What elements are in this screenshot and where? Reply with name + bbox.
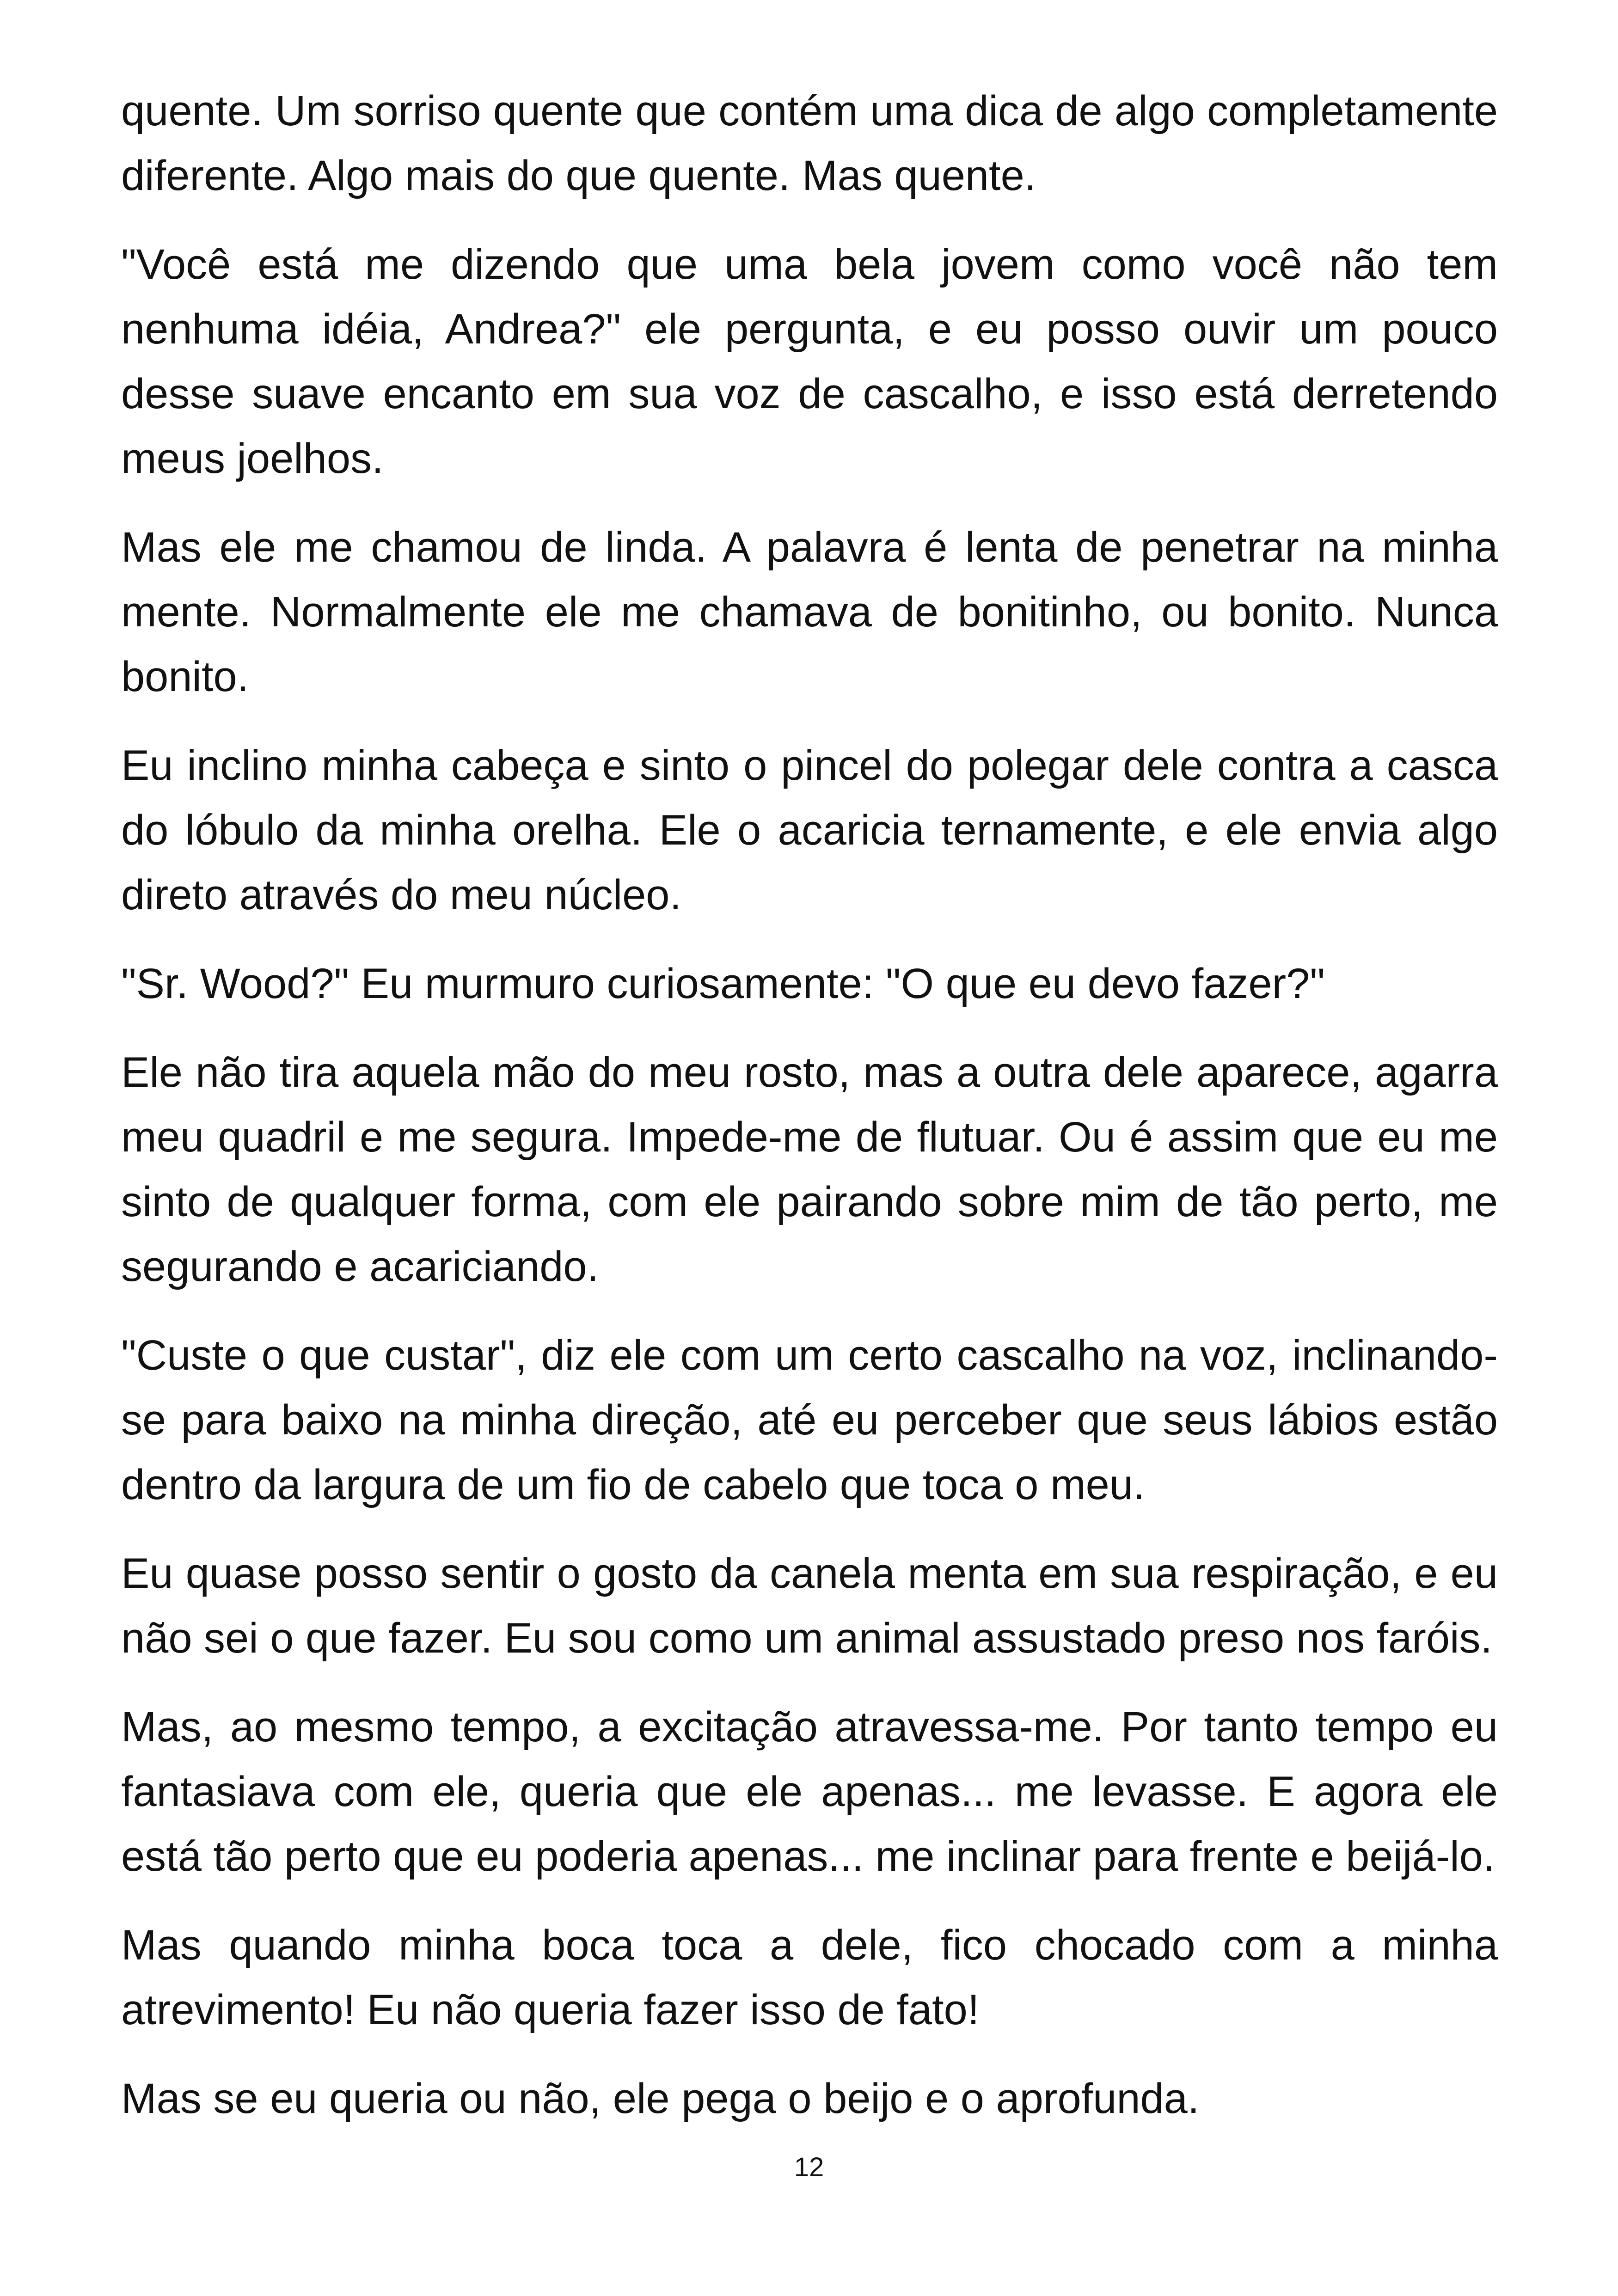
paragraph: Eu quase posso sentir o gosto da canela menta em sua respiração, e eu não sei o que fazer. Eu sou como um animal assustado preso nos faróis.: [121, 1550, 1498, 1662]
paragraph: "Custe o que custar", diz ele com um certo cascalho na voz, inclinando-se para baixo na minha direção, até eu perceber que seus lábios estão dentro da largura de um fio de cabelo que toca o meu.: [121, 1332, 1498, 1508]
paragraph: Mas ele me chamou de linda. A palavra é lenta de penetrar na minha mente. Normalmente ele me chamava de bonitinho, ou bonito. Nunca bonito.: [121, 524, 1498, 700]
paragraph: "Sr. Wood?" Eu murmuro curiosamente: "O que eu devo fazer?": [121, 960, 1325, 1007]
paragraph: "Você está me dizendo que uma bela jovem como você não tem nenhuma idéia, Andrea?" ele pergunta, e eu posso ouvir um pouco desse suave encanto em sua voz de cascalho, e isso está derretendo meus joelhos.: [121, 241, 1498, 482]
paragraph: Mas quando minha boca toca a dele, fico chocado com a minha atrevimento! Eu não queria fazer isso de fato!: [121, 1922, 1498, 2033]
page-number: 12: [794, 2152, 824, 2182]
paragraph: quente. Um sorriso quente que contém uma dica de algo completamente diferente. Algo mais do que quente. Mas quente.: [121, 87, 1498, 199]
paragraph: Mas, ao mesmo tempo, a excitação atravessa-me. Por tanto tempo eu fantasiava com ele, queria que ele apenas... me levasse. E agora ele está tão perto que eu poderia apenas... me inclinar para frente e beijá-lo.: [121, 1703, 1498, 1880]
body-text: [121, 79, 1498, 2155]
paragraph: Mas se eu queria ou não, ele pega o beijo e o aprofunda.: [121, 2075, 1200, 2122]
paragraph: Eu inclino minha cabeça e sinto o pincel do polegar dele contra a casca do lóbulo da minha orelha. Ele o acaricia ternamente, e ele envia algo direto através do meu núcleo.: [121, 742, 1498, 918]
paragraph: Ele não tira aquela mão do meu rosto, mas a outra dele aparece, agarra meu quadril e me segura. Impede-me de flutuar. Ou é assim que eu me sinto de qualquer forma, com ele pairando sobre mim de tão perto, me segurando e acariciando.: [121, 1049, 1498, 1290]
